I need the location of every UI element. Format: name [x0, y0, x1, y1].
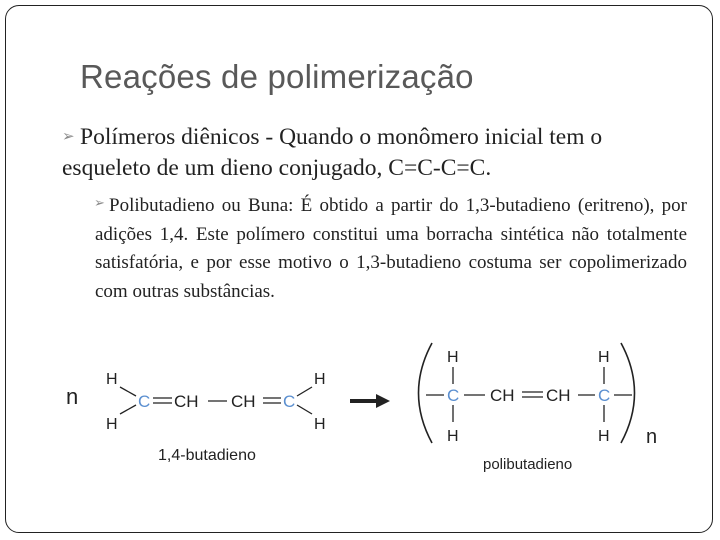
right-parenthesis — [621, 343, 635, 443]
coefficient-n-left: n — [66, 384, 79, 409]
polymer-h-bottom-left: H — [447, 428, 459, 445]
bullet-icon: ➢ — [62, 127, 75, 145]
right-arrow-icon — [350, 394, 390, 408]
monomer-h-top-right: H — [314, 371, 326, 388]
monomer-h-top-left: H — [106, 371, 118, 388]
polymer-h-bottom-right: H — [598, 428, 610, 445]
slide-title: Reações de polimerização — [80, 58, 474, 95]
left-parenthesis — [419, 343, 433, 443]
polymer-carbon-1: C — [447, 386, 460, 405]
polymer-h-top-left: H — [447, 349, 459, 366]
monomer-ch-2: CH — [174, 392, 199, 411]
bullet-text-polibutadieno: Polibutadieno ou Buna: É obtido a partir do 1,3-butadieno (eritreno), por adições 1,4. Este polímero constitui uma borracha sintética não totalmente satisfatória, e por esse motivo o 1,3-butadieno costuma ser copolimerizado com outras substâncias. — [95, 195, 687, 302]
bullet-icon: ➢ — [94, 196, 105, 211]
bullet-text-polimeros-dienicos: Polímeros diênicos - Quando o monômero inicial tem o esqueleto de um dieno conjugado, C=C-C=C. — [62, 124, 603, 181]
monomer-double-bond-2 — [263, 398, 281, 403]
polymer-name-label: polibutadieno — [483, 456, 573, 473]
monomer-h-bottom-left: H — [106, 416, 118, 433]
polymer-h-top-right: H — [598, 349, 610, 366]
monomer-carbon-1: C — [138, 392, 151, 411]
monomer-carbon-4: C — [283, 392, 296, 411]
polymer-ch-2: CH — [490, 386, 515, 405]
monomer-h-bottom-right: H — [314, 416, 326, 433]
monomer-name-label: 1,4-butadieno — [158, 447, 256, 464]
monomer-ch-3: CH — [231, 392, 256, 411]
polymer-double-bond — [522, 392, 543, 397]
monomer-double-bond-1 — [153, 398, 172, 403]
polymer-ch-3: CH — [546, 386, 571, 405]
polymer-carbon-4: C — [598, 386, 611, 405]
coefficient-n-right: n — [646, 426, 658, 448]
